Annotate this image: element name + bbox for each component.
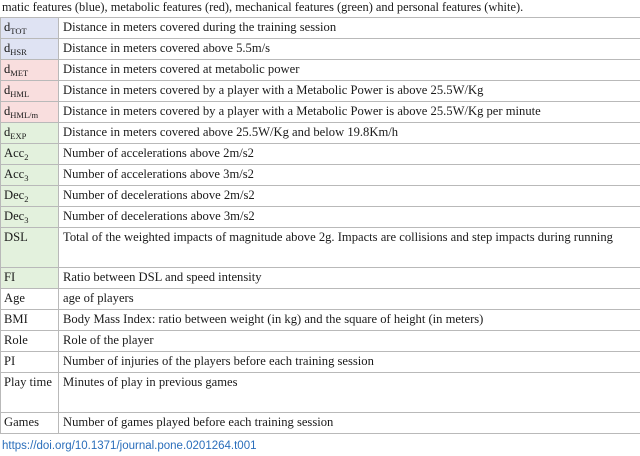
table-row	[1, 123, 640, 144]
feature-description: Number of games played before each training session	[59, 413, 640, 434]
feature-subscript: TOT	[10, 26, 27, 36]
feature-name-cell	[1, 81, 59, 102]
feature-description: Distance in meters covered during the training session	[59, 18, 640, 39]
table-row	[1, 165, 640, 186]
table-row	[1, 39, 640, 60]
feature-name: Dec	[4, 209, 25, 223]
feature-name: Play time	[4, 375, 52, 389]
feature-description: Body Mass Index: ratio between weight (in kg) and the square of height (in meters)	[59, 310, 640, 331]
feature-name-cell	[1, 268, 59, 289]
feature-subscript: HSR	[10, 47, 27, 57]
feature-name-cell	[1, 352, 59, 373]
feature-name-cell	[1, 165, 59, 186]
doi-link[interactable]: https://doi.org/10.1371/journal.pone.0201264.t001	[2, 440, 257, 452]
feature-description: Number of decelerations above 3m/s2	[59, 207, 640, 228]
feature-description: Distance in meters covered above 25.5W/Kg and below 19.8Km/h	[59, 123, 640, 144]
feature-name-cell	[1, 228, 59, 268]
feature-description: Distance in meters covered by a player with a Metabolic Power is above 25.5W/Kg per minute	[59, 102, 640, 123]
table-row	[1, 207, 640, 228]
feature-name: BMI	[4, 312, 28, 326]
feature-subscript: HML	[10, 89, 30, 99]
feature-name: DSL	[4, 230, 28, 244]
feature-name-cell	[1, 207, 59, 228]
table-row	[1, 102, 640, 123]
feature-name: d	[4, 104, 11, 118]
feature-subscript: EXP	[10, 131, 27, 141]
feature-subscript: 3	[24, 173, 29, 183]
table-row	[1, 373, 640, 413]
feature-description: Number of accelerations above 3m/s2	[59, 165, 640, 186]
table-row	[1, 310, 640, 331]
table-row	[1, 144, 640, 165]
feature-subscript: 2	[24, 194, 29, 204]
feature-description: Number of decelerations above 2m/s2	[59, 186, 640, 207]
table-row	[1, 18, 640, 39]
table-row	[1, 413, 640, 434]
feature-description: age of players	[59, 289, 640, 310]
table-caption: matic features (blue), metabolic features (red), mechanical features (green) and personal features (white).	[2, 0, 524, 14]
feature-name: Dec	[4, 188, 25, 202]
feature-name: Games	[4, 415, 39, 429]
feature-name-cell	[1, 60, 59, 81]
feature-name-cell	[1, 413, 59, 434]
feature-subscript: HML/m	[10, 110, 39, 120]
feature-name-cell	[1, 373, 59, 413]
feature-description: Number of injuries of the players before each training session	[59, 352, 640, 373]
feature-description: Distance in meters covered by a player with a Metabolic Power is above 25.5W/Kg	[59, 81, 640, 102]
feature-description: Role of the player	[59, 331, 640, 352]
feature-name-cell	[1, 331, 59, 352]
features-table-body	[1, 18, 640, 434]
feature-description: Minutes of play in previous games	[59, 373, 640, 413]
feature-subscript: MET	[10, 68, 29, 78]
table-row	[1, 331, 640, 352]
feature-description: Ratio between DSL and speed intensity	[59, 268, 640, 289]
feature-description: Distance in meters covered at metabolic power	[59, 60, 640, 81]
feature-name: d	[4, 41, 11, 55]
feature-name-cell	[1, 186, 59, 207]
feature-name-cell	[1, 102, 59, 123]
table-row	[1, 352, 640, 373]
feature-name-cell	[1, 39, 59, 60]
feature-name-cell	[1, 144, 59, 165]
feature-name: d	[4, 83, 11, 97]
feature-name: Role	[4, 333, 28, 347]
feature-description: Total of the weighted impacts of magnitude above 2g. Impacts are collisions and step impacts during running	[59, 228, 640, 268]
feature-name-cell	[1, 310, 59, 331]
feature-name: Age	[4, 291, 25, 305]
table-row	[1, 268, 640, 289]
feature-name: Acc	[4, 146, 25, 160]
feature-name: d	[4, 62, 11, 76]
table-row	[1, 81, 640, 102]
feature-name: d	[4, 125, 11, 139]
feature-name: Acc	[4, 167, 25, 181]
feature-subscript: 2	[24, 152, 29, 162]
feature-name-cell	[1, 289, 59, 310]
table-row	[1, 228, 640, 268]
feature-description: Number of accelerations above 2m/s2	[59, 144, 640, 165]
feature-name-cell	[1, 123, 59, 144]
feature-subscript: 3	[24, 215, 29, 225]
feature-name: d	[4, 20, 11, 34]
features-table	[0, 17, 640, 434]
table-row	[1, 289, 640, 310]
feature-description: Distance in meters covered above 5.5m/s	[59, 39, 640, 60]
feature-name-cell	[1, 18, 59, 39]
feature-name: FI	[4, 270, 16, 284]
feature-name: PI	[4, 354, 16, 368]
table-row	[1, 60, 640, 81]
table-row	[1, 186, 640, 207]
